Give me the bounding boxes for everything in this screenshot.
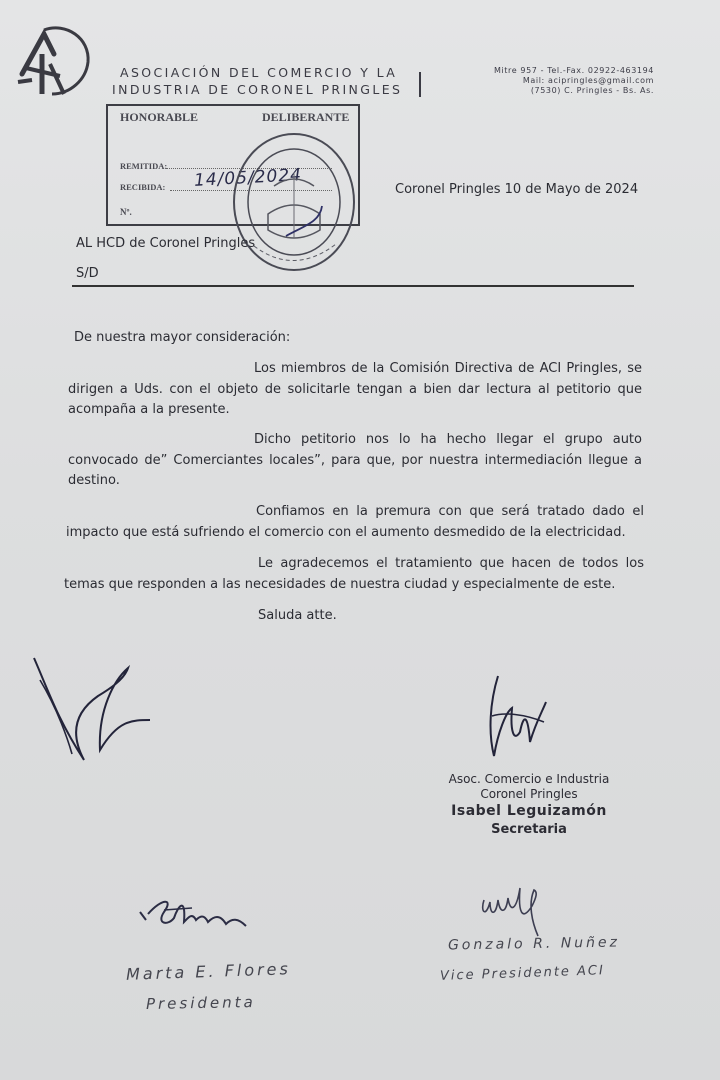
association-name bbox=[112, 64, 402, 98]
contact-phone: Mitre 957 - Tel.-Fax. 02922-463194 bbox=[493, 66, 654, 75]
body-paragraph-1 bbox=[68, 359, 642, 421]
paragraph-4-text: Le agradecemos el tratamiento que hacen de todos los temas que responden a las necesidades de nuestra ciudad y especialmente de este. bbox=[64, 556, 644, 592]
president-handwritten-name: Marta E. Flores bbox=[125, 959, 292, 984]
secretary-signature bbox=[484, 672, 550, 764]
council-seal bbox=[224, 126, 360, 276]
stamp-recibida-label: RECIBIDA: bbox=[120, 182, 166, 192]
contact-email: Mail: acipringles@gmail.com bbox=[522, 76, 654, 85]
stamp-title-honorable: HONORABLE bbox=[120, 110, 199, 124]
secretary-stamp bbox=[414, 772, 644, 838]
secretary-name: Isabel Leguizamón bbox=[451, 803, 607, 819]
paragraph-2-text: Dicho petitorio nos lo ha hecho llegar el grupo auto convocado de” Comerciantes locales”, para que, por nuestra intermediación llegue a destino. bbox=[68, 432, 642, 488]
body-paragraph-3 bbox=[66, 502, 644, 543]
stamp-number-label: Nº. bbox=[120, 207, 132, 217]
vice-president-handwritten-role: Vice Presidente ACI bbox=[439, 963, 606, 984]
place-and-date: Coronel Pringles 10 de Mayo de 2024 bbox=[395, 182, 639, 197]
sin-demora-line: S/D bbox=[76, 266, 99, 281]
association-logo bbox=[14, 24, 92, 98]
body-paragraph-2 bbox=[68, 430, 642, 492]
letterhead-divider bbox=[419, 72, 421, 97]
president-handwritten-role: Presidenta bbox=[145, 993, 256, 1013]
closing: Saluda atte. bbox=[258, 608, 337, 623]
contact-address: (7530) C. Pringles - Bs. As. bbox=[530, 86, 654, 95]
body-paragraph-4 bbox=[64, 554, 644, 595]
paragraph-1-text: Los miembros de la Comisión Directiva de ACI Pringles, se dirigen a Uds. con el objeto de solicitarle tengan a bien dar lectura al petitorio que acompaña a la presente. bbox=[68, 361, 642, 417]
vice-president-signature bbox=[476, 882, 550, 940]
header-rule bbox=[72, 285, 634, 287]
paragraph-3-text: Confiamos en la premura con que será tratado dado el impacto que está sufriendo el comercio con el aumento desmedido de la electricidad. bbox=[66, 504, 644, 540]
association-name-line2: INDUSTRIA DE CORONEL PRINGLES bbox=[112, 82, 403, 97]
vice-president-handwritten-name: Gonzalo R. Nuñez bbox=[447, 934, 621, 954]
stamp-received-date: 14/05/2024 bbox=[193, 165, 303, 191]
association-name-line1: ASOCIACIÓN DEL COMERCIO Y LA bbox=[120, 65, 398, 80]
stamp-title-deliberante: DELIBERANTE bbox=[262, 110, 350, 124]
stamp-remitida-label: REMITIDA: bbox=[120, 161, 168, 171]
contact-info bbox=[440, 66, 654, 96]
left-signature bbox=[28, 650, 158, 770]
secretary-stamp-org-line2: Coronel Pringles bbox=[480, 787, 578, 801]
president-signature bbox=[134, 892, 252, 942]
addressee: AL HCD de Coronel Pringles bbox=[76, 236, 256, 251]
secretary-stamp-org-line1: Asoc. Comercio e Industria bbox=[448, 772, 610, 786]
greeting: De nuestra mayor consideración: bbox=[74, 330, 291, 345]
secretary-role: Secretaria bbox=[491, 822, 567, 837]
